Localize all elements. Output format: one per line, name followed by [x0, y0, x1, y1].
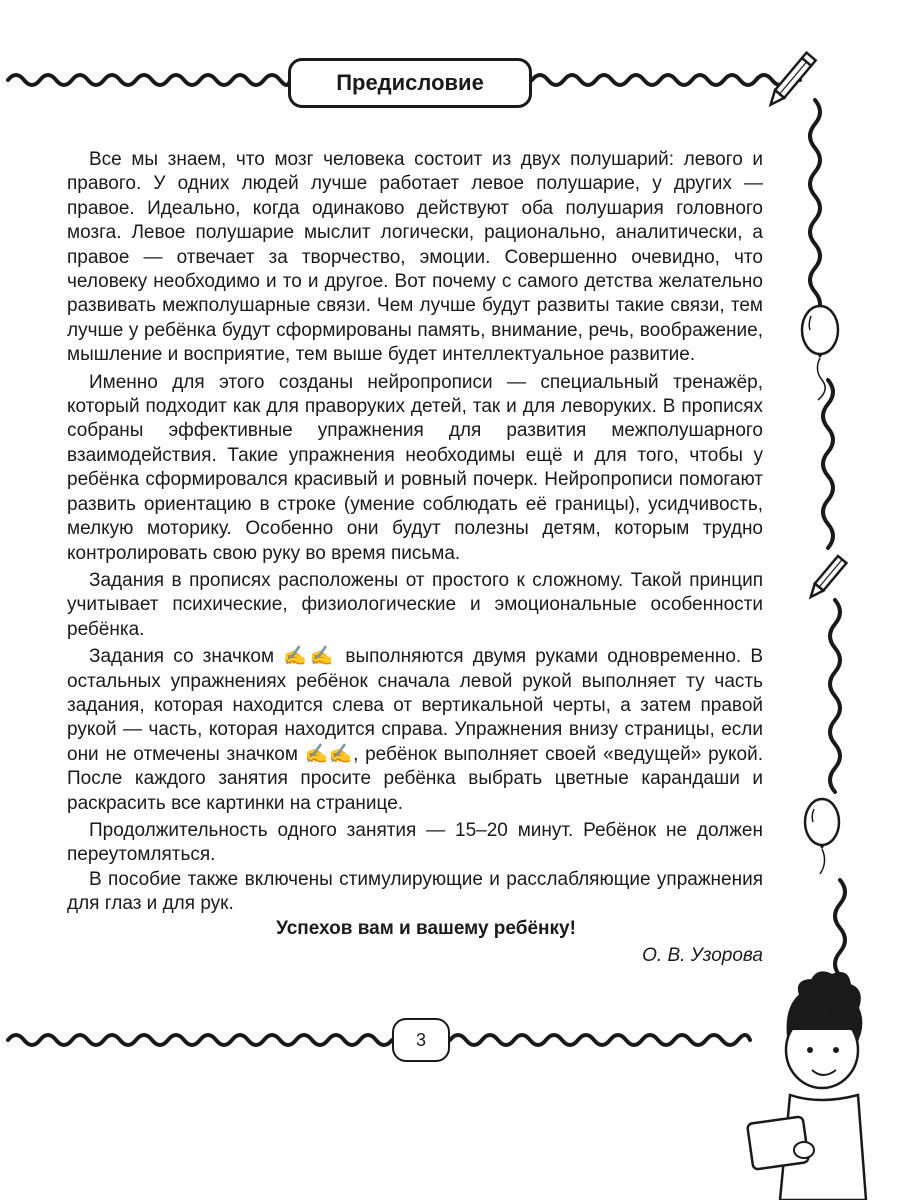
paragraph-part: Задания со значком — [89, 646, 284, 668]
page-number: 3 — [392, 1018, 450, 1062]
paragraph: В пособие также включены стимулирующие и расслабляющие упражнения для глаз и для рук. — [67, 868, 763, 915]
page-title: Предисловие — [288, 58, 532, 108]
two-hands-icon: ✍✍ — [283, 646, 337, 668]
balloon-icon — [805, 799, 839, 874]
paragraph: Продолжительность одного занятия — 15–20 минут. Ребёнок не должен переутомляться. — [67, 819, 763, 866]
paragraph-part: выполняются двумя руками одновременно. В остальных упражнениях ребёнок сначала левой рукой выполняет ту часть задания, которая находится слева от вертикальной черты, а затем правой рукой — часть, которая находится справа. Упражнения внизу страницы, если они не отмечены значком — [67, 646, 763, 765]
paragraph-part: , ребёнок выполняет своей «ведущей» рукой. После каждого занятия просите ребёнка выбрать цветные карандаши и раскрасить все картинки на странице. — [67, 743, 763, 814]
right-wavy-border — [810, 100, 845, 1000]
paragraph — [67, 645, 763, 816]
author-signature: О. В. Узорова — [642, 945, 763, 966]
paragraph: Задания в прописях расположены от простого к сложному. Такой принцип учитывает психические, физиологические и эмоциональные особенности ребёнка. — [67, 569, 763, 640]
paragraph: Все мы знаем, что мозг человека состоит из двух полушарий: левого и правого. У одних людей лучше работает левое полушарие, у других — правое. Идеально, когда одинаково действуют оба полушария головного мозга. Левое полушарие мыслит логически, рационально, аналитически, а правое — отвечает за творчество, эмоции. Совершенно очевидно, что человеку необходимо и то и другое. Вот почему с самого детства желательно развивать межполушарные связи. Чем лучше будут развиты такие связи, тем лучше у ребёнка будут сформированы память, внимание, речь, воображение, мышление и восприятие, тем выше будет интеллектуальное развитие. — [67, 149, 763, 366]
boy-with-tablet-illustration — [747, 972, 866, 1200]
bottom-wavy-border — [8, 1035, 392, 1045]
paragraph: Именно для этого созданы нейропрописи — специальный тренажёр, который подходит как для праворуких детей, так и для леворуких. В прописях собраны эффективные упражнения для развития межполушарного взаимодействия. Такие упражнения необходимы ещё и для того, чтобы у ребёнка сформировался красивый и ровный почерк. Нейропрописи помогают развить ориентацию в строке (умение соблюдать её границы), усидчивость, мелкую моторику. Особенно они будут полезны детям, которым трудно контролировать свою руку во время письма. — [67, 371, 763, 564]
bottom-wavy-border-right — [450, 1035, 750, 1045]
top-wavy-border-right — [532, 75, 800, 85]
preface-text — [67, 148, 763, 971]
top-wavy-border — [8, 75, 290, 85]
pencil-icon — [807, 556, 847, 601]
closing-wish: Успехов вам и вашему ребёнку! — [276, 917, 576, 939]
two-hands-icon: ✍✍ — [304, 743, 354, 765]
